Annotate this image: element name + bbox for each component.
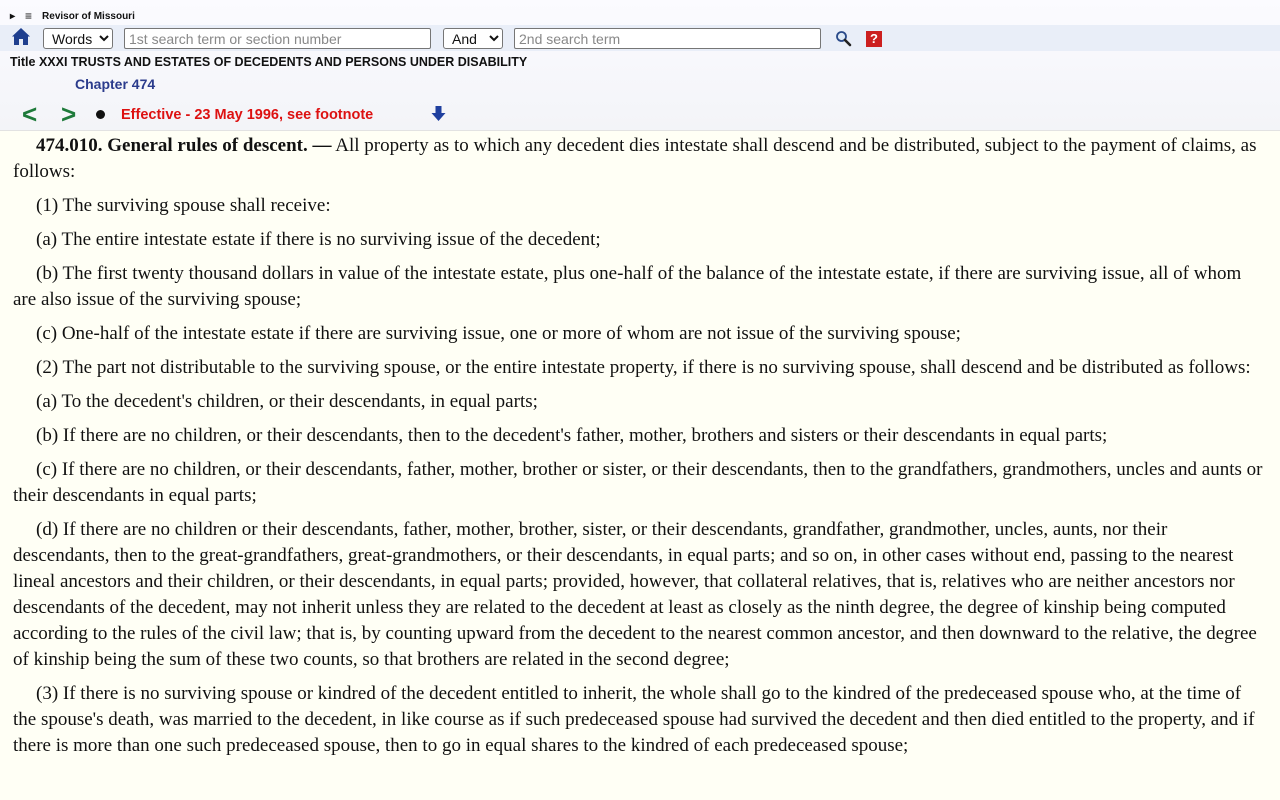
statute-paragraph: (b) The first twenty thousand dollars in value of the intestate estate, plus one-half of the balance of the intestate estate, if there are surviving issue, all of whom are also issue of the surviving spouse; <box>13 263 1242 310</box>
bullet-icon <box>96 110 105 119</box>
section-heading: 474.010. General rules of descent. — <box>36 135 332 156</box>
menu-icon[interactable]: ≡ <box>25 9 33 23</box>
prev-section-button[interactable]: < <box>22 99 38 129</box>
effective-date-link[interactable]: Effective - 23 May 1996, see footnote <box>121 107 374 123</box>
page-header <box>0 0 1280 131</box>
title-heading: Title XXXI TRUSTS AND ESTATES OF DECEDENTS AND PERSONS UNDER DISABILITY <box>10 55 528 69</box>
search-term-2-input[interactable] <box>514 28 821 49</box>
section-intro: All property as to which any decedent dies intestate shall descend and be distributed, subject to the payment of claims, as follows: <box>13 135 1257 182</box>
home-icon[interactable] <box>11 27 31 46</box>
help-icon[interactable]: ? <box>866 31 882 47</box>
search-operator-select[interactable] <box>443 28 503 49</box>
statute-paragraph: (c) One-half of the intestate estate if there are surviving issue, one or more of whom are not issue of the surviving spouse; <box>36 323 961 344</box>
statute-content <box>0 131 1280 800</box>
section-intro-paragraph <box>13 133 1266 185</box>
search-icon[interactable] <box>835 30 852 47</box>
chapter-link[interactable]: Chapter 474 <box>75 76 156 92</box>
statute-paragraph: (a) To the decedent's children, or their descendants, in equal parts; <box>36 391 538 412</box>
search-bar <box>0 25 1280 51</box>
statute-paragraph: (3) If there is no surviving spouse or kindred of the decedent entitled to inherit, the whole shall go to the kindred of the predeceased spouse who, at the time of the spouse's death, was married to the decedent, in like course as if such predeceased spouse had survived the decedent and then died entitled to the property, and if there is more than one such predeceased spouse, then to go in equal shares to the kindred of each predeceased spouse; <box>13 683 1255 756</box>
statute-paragraph: (2) The part not distributable to the surviving spouse, or the entire intestate property, if there is no surviving spouse, shall descend and be distributed as follows: <box>36 357 1251 378</box>
statute-paragraph: (1) The surviving spouse shall receive: <box>36 195 331 216</box>
site-name: Revisor of Missouri <box>42 10 135 22</box>
statute-paragraph: (d) If there are no children or their descendants, father, mother, brother, sister, or their descendants, grandfather, grandmother, uncles, aunts, nor their descendants, then to the great-grandfathers, great-grandmothers, or their descendants, in equal parts; and so on, in other cases without end, passing to the nearest lineal ancestors and their children, or their descendants, in equal parts; provided, however, that collateral relatives, that is, relatives who are neither ancestors nor descendants of the decedent, may not inherit unless they are related to the decedent at least as closely as the ninth degree, the degree of kinship being computed according to the rules of the civil law; that is, by counting upward from the decedent to the nearest common ancestor, and then downward to the relative, the degree of kinship being the sum of these two counts, so that brothers are related in the second degree; <box>13 519 1257 670</box>
arrow-down-icon[interactable] <box>430 105 447 122</box>
statute-paragraph: (a) The entire intestate estate if there is no surviving issue of the decedent; <box>36 229 601 250</box>
statute-paragraph: (c) If there are no children, or their descendants, father, mother, brother or sister, or their descendants, then to the grandfathers, grandmothers, uncles and aunts or their descendants in equal parts; <box>13 459 1263 506</box>
statute-paragraph: (b) If there are no children, or their descendants, then to the decedent's father, mother, brothers and sisters or their descendants in equal parts; <box>36 425 1108 446</box>
expand-icon[interactable]: ▸ <box>10 10 16 22</box>
search-mode-select[interactable] <box>43 28 113 49</box>
search-term-1-input[interactable] <box>124 28 431 49</box>
next-section-button[interactable]: > <box>61 99 77 129</box>
top-bar <box>10 9 135 23</box>
